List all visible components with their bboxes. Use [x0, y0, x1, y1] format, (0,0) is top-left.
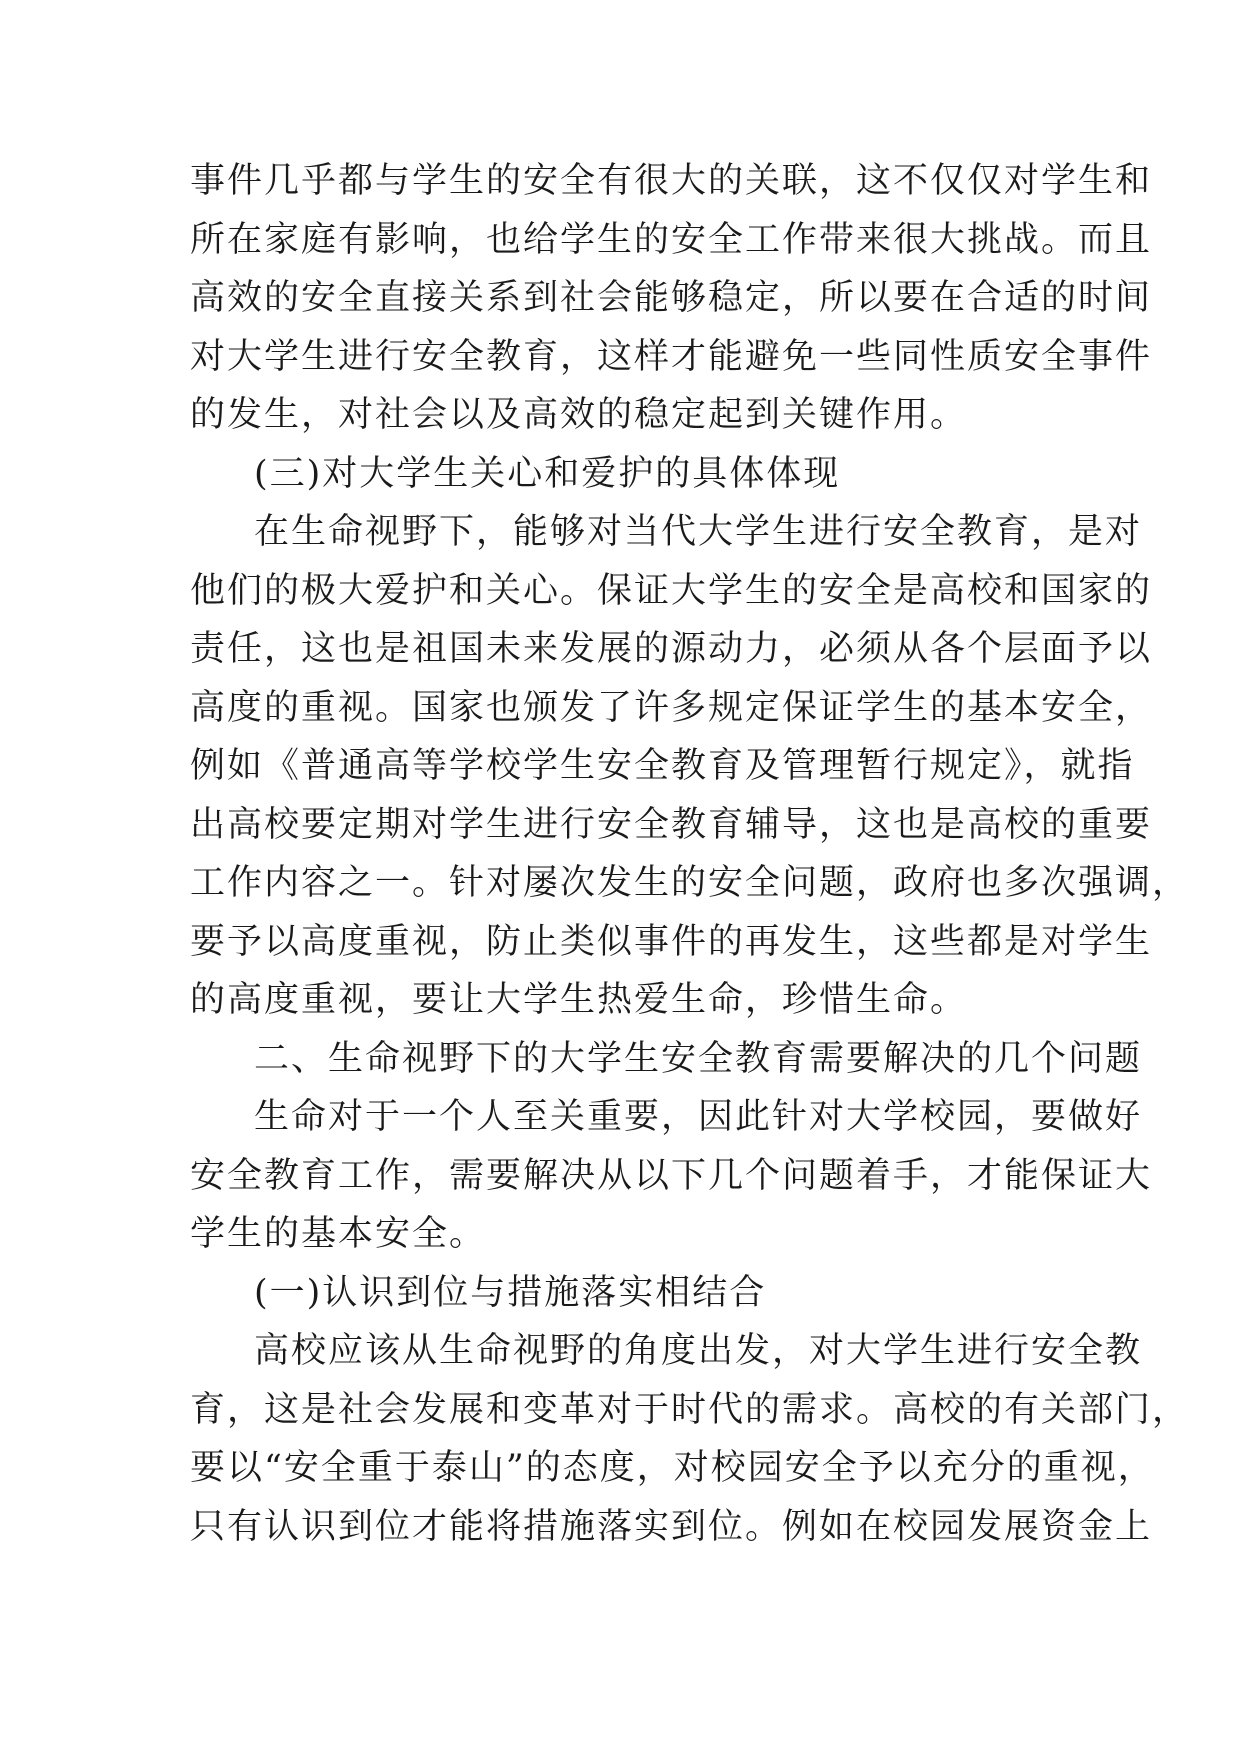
- text-line: 生命对于一个人至关重要，因此针对大学校园，要做好: [254, 1097, 1143, 1137]
- text-line: 育，这是社会发展和变革对于时代的需求。高校的有关部门，: [190, 1389, 1190, 1430]
- text-line: 安全教育工作，需要解决从以下几个问题着手，才能保证大: [190, 1155, 1153, 1196]
- text-line: 的发生，对社会以及高效的稳定起到关键作用。: [190, 395, 968, 435]
- text-line: 的高度重视，要让大学生热爱生命，珍惜生命。: [190, 980, 968, 1020]
- text-line: 对大学生进行安全教育，这样才能避免一些同性质安全事件: [190, 336, 1153, 377]
- body-text: [190, 152, 1190, 1556]
- text-line: 责任，这也是祖国未来发展的源动力，必须从各个层面予以: [190, 629, 1153, 669]
- section-heading: (一)认识到位与措施落实相结合: [254, 1272, 767, 1313]
- text-line: 出高校要定期对学生进行安全教育辅导，这也是高校的重要: [190, 804, 1153, 845]
- text-line: 要予以高度重视，防止类似事件的再发生，这些都是对学生: [190, 921, 1153, 962]
- section-heading: 二、生命视野下的大学生安全教育需要解决的几个问题: [254, 1038, 1143, 1079]
- text-line: 在生命视野下，能够对当代大学生进行安全教育，是对: [254, 512, 1143, 552]
- text-line: 学生的基本安全。: [190, 1214, 487, 1254]
- text-line: 要以“安全重于泰山”的态度，对校园安全予以充分的重视，: [190, 1448, 1155, 1488]
- text-line: 所在家庭有影响，也给学生的安全工作带来很大挑战。而且: [190, 219, 1153, 260]
- text-line: 高度的重视。国家也颁发了许多规定保证学生的基本安全，: [190, 687, 1153, 728]
- text-line: 高校应该从生命视野的角度出发，对大学生进行安全教: [254, 1331, 1143, 1371]
- text-line: 事件几乎都与学生的安全有很大的关联，这不仅仅对学生和: [190, 161, 1153, 201]
- text-line: 他们的极大爱护和关心。保证大学生的安全是高校和国家的: [190, 570, 1153, 611]
- text-line: 高效的安全直接关系到社会能够稳定，所以要在合适的时间: [190, 278, 1153, 318]
- section-heading: (三)对大学生关心和爱护的具体体现: [254, 453, 841, 494]
- text-line: 例如《普通高等学校学生安全教育及管理暂行规定》，就指: [190, 746, 1135, 786]
- text-line: 工作内容之一。针对屡次发生的安全问题，政府也多次强调，: [190, 863, 1190, 903]
- text-line: 只有认识到位才能将措施落实到位。例如在校园发展资金上: [190, 1506, 1153, 1547]
